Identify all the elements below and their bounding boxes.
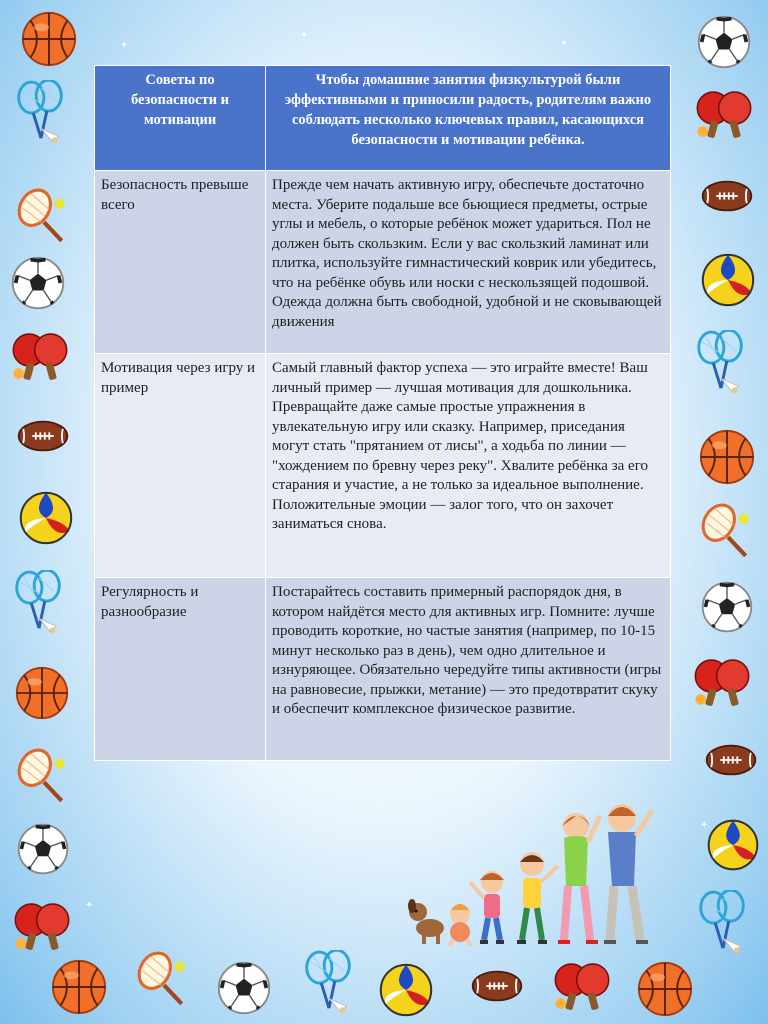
basketball-icon [636, 960, 694, 1018]
volleyball-icon [378, 962, 434, 1018]
basketball-icon [20, 10, 78, 68]
sparkle-icon: ✦ [300, 30, 309, 41]
sparkle-icon: ✦ [700, 820, 709, 831]
header-intro-cell: Чтобы домашние занятия физкультурой были эффективными и приносили радость, родителям важно соблюдать несколько ключевых правил, касающихся безопасности и мотивации ребёнка. [266, 66, 671, 171]
row-text: Постарайтесь составить примерный распорядок дня, в котором найдётся место для активных игр. Помните: лучше проводить короткие, но частые занятия (например, по 10-15 минут несколько раз в день), чем одно длительное и изнуряющее. Обязательно чередуйте типы активности (игры на равновесие, прыжки, метание) — это предотвратит скуку и обеспечит комплексное физическое развитие. [266, 578, 671, 761]
basketball-icon [14, 665, 70, 721]
row-text: Прежде чем начать активную игру, обеспечьте достаточно места. Уберите подальше все бьющиеся предметы, острые углы и мебель, о которые ребёнок может удариться. Пол не должен быть скользким. Если у вас скользкий ламинат или плитка, используйте гимнастический коврик или убедитесь, что на ребёнке обувь или носки с нескользящей подошвой. Одежда должна быть свободной, удобной и не сковывающей движения [266, 171, 671, 354]
american-football-icon [704, 742, 758, 778]
table-row [95, 354, 671, 578]
ping-pong-paddles-icon [10, 900, 74, 955]
ping-pong-paddles-icon [8, 330, 72, 385]
soccer-ball-icon [10, 255, 66, 311]
american-football-icon [700, 178, 754, 214]
row-text: Самый главный фактор успеха — это играйте вместе! Ваш личный пример — лучшая мотивация для дошкольника. Превращайте даже самые простые упражнения в увлекательную игру или сказку. Например, приседания могут стать "прятанием от лисы", а ходьба по линии — "хождением по бревну через реку". Хвалите ребёнка за его старания и участие, а не только за идеальное выполнение. Положительные эмоции — залог того, что он захочет заниматься снова. [266, 354, 671, 578]
mother-figure-icon [558, 813, 600, 942]
american-football-icon [470, 968, 524, 1004]
family-exercising-illustration [400, 790, 700, 950]
soccer-ball-icon [16, 822, 70, 876]
ping-pong-paddles-icon [550, 960, 614, 1015]
tennis-racket-icon [130, 948, 192, 1010]
ping-pong-paddles-icon [690, 656, 754, 711]
table-row [95, 171, 671, 354]
sparkle-icon: ✦ [560, 38, 569, 49]
table-header-row [95, 66, 671, 171]
basketball-icon [50, 958, 108, 1016]
ping-pong-paddles-icon [692, 88, 756, 143]
volleyball-icon [18, 490, 74, 546]
badminton-rackets-icon [692, 330, 750, 398]
soccer-ball-icon [700, 580, 754, 634]
soccer-ball-icon [696, 14, 752, 70]
child-figure-icon [470, 871, 504, 942]
badminton-rackets-icon [12, 80, 70, 148]
badminton-rackets-icon [10, 570, 68, 638]
tennis-racket-icon [694, 500, 756, 562]
badminton-rackets-icon [694, 890, 752, 958]
dog-icon [408, 899, 444, 944]
tennis-racket-icon [10, 185, 72, 247]
row-title: Мотивация через игру и пример [95, 354, 266, 578]
sparkle-icon: ✦ [120, 40, 129, 51]
header-title-cell: Советы по безопасности и мотивации [95, 66, 266, 171]
badminton-rackets-icon [300, 950, 358, 1018]
soccer-ball-icon [216, 960, 272, 1016]
row-title: Регулярность и разнообразие [95, 578, 266, 761]
father-figure-icon [604, 804, 652, 942]
volleyball-icon [700, 252, 756, 308]
volleyball-icon [706, 818, 760, 872]
tips-table [94, 65, 671, 761]
basketball-icon [698, 428, 756, 486]
row-title: Безопасность превыше всего [95, 171, 266, 354]
baby-figure-icon [450, 904, 470, 946]
sparkle-icon: ✦ [85, 900, 94, 911]
table-row [95, 578, 671, 761]
child-figure-icon [517, 852, 558, 942]
tennis-racket-icon [10, 745, 72, 807]
american-football-icon [16, 418, 70, 454]
